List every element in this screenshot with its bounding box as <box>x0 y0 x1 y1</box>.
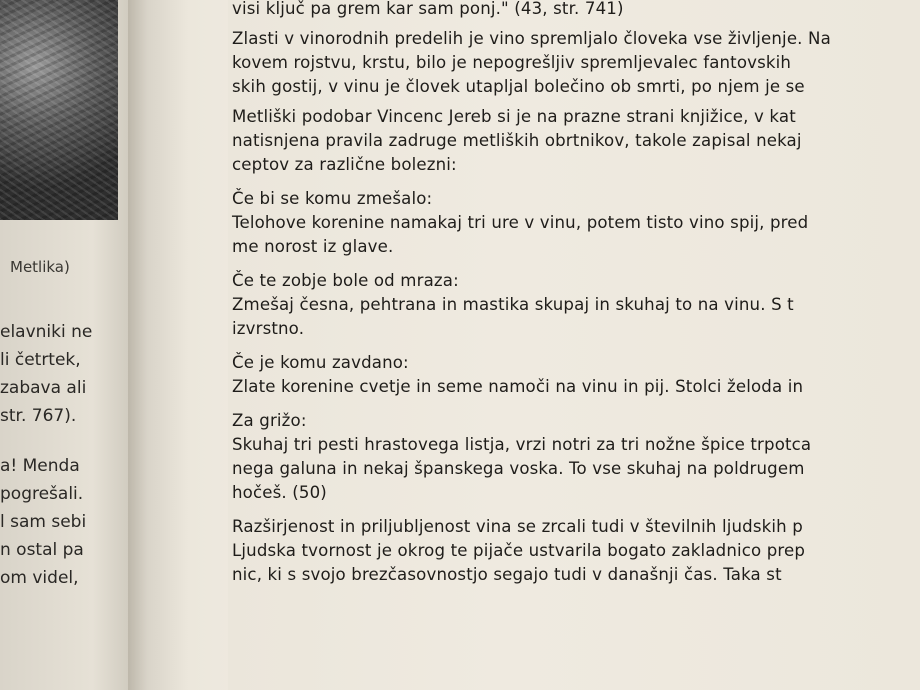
recipe-title: Za grižo: <box>232 411 307 430</box>
left-line: n ostal pa <box>0 540 84 560</box>
text-line: Ljudska tvornost je okrog te pijače ustvarila bogato zakladnico prep <box>232 541 806 560</box>
text-line: nic, ki s svojo brezčasovnostjo segajo tudi v današnji čas. Taka st <box>232 565 782 584</box>
left-page <box>0 0 132 690</box>
paragraph <box>232 0 920 21</box>
book-gutter <box>128 0 238 690</box>
recipe-title: Če te zobje bole od mraza: <box>232 271 459 290</box>
text-line: hočeš. (50) <box>232 483 327 502</box>
left-line: l sam sebi <box>0 512 87 532</box>
text-line: me norost iz glave. <box>232 237 394 256</box>
photo-caption: Metlika) <box>10 258 70 276</box>
left-line: om videl, <box>0 568 79 588</box>
left-line: a! Menda <box>0 456 80 476</box>
left-line: li četrtek, <box>0 350 81 370</box>
left-line: str. 767). <box>0 406 77 426</box>
recipe <box>232 269 920 341</box>
text-line: kovem rojstvu, krstu, bilo je nepogrešljiv spremljevalec fantovskih <box>232 53 792 72</box>
recipe <box>232 187 920 259</box>
text-line: ceptov za različne bolezni: <box>232 155 457 174</box>
text-line: visi ključ pa grem kar sam ponj." (43, str. 741) <box>232 0 624 18</box>
text-line: nega galuna in nekaj španskega voska. To vse skuhaj na poldrugem <box>232 459 805 478</box>
left-line: zabava ali <box>0 378 87 398</box>
photo <box>0 0 118 220</box>
photo-texture <box>0 0 118 220</box>
paragraph <box>232 105 920 177</box>
text-line: Skuhaj tri pesti hrastovega listja, vrzi notri za tri nožne špice trpotca <box>232 435 812 454</box>
text-line: izvrstno. <box>232 319 305 338</box>
left-line: pogrešali. <box>0 484 84 504</box>
right-page-text <box>232 0 920 593</box>
text-line: Telohove korenine namakaj tri ure v vinu, potem tisto vino spij, pred <box>232 213 809 232</box>
left-page-text <box>0 318 132 592</box>
text-line: Zlasti v vinorodnih predelih je vino spremljalo človeka vse življenje. Na <box>232 29 831 48</box>
recipe-title: Če bi se komu zmešalo: <box>232 189 433 208</box>
recipe <box>232 409 920 505</box>
text-line: skih gostij, v vinu je človek utapljal bolečino ob smrti, po njem je se <box>232 77 805 96</box>
text-line: natisnjena pravila zadruge metliških obrtnikov, takole zapisal nekaj <box>232 131 802 150</box>
recipe-title: Če je komu zavdano: <box>232 353 409 372</box>
paragraph <box>232 515 920 587</box>
paragraph <box>232 27 920 99</box>
left-line: elavniki ne <box>0 322 93 342</box>
text-line: Metliški podobar Vincenc Jereb si je na prazne strani knjižice, v kat <box>232 107 796 126</box>
text-line: Zmešaj česna, pehtrana in mastika skupaj in skuhaj to na vinu. S t <box>232 295 794 314</box>
text-line: Razširjenost in priljubljenost vina se zrcali tudi v številnih ljudskih p <box>232 517 803 536</box>
text-line: Zlate korenine cvetje in seme namoči na vinu in pij. Stolci želoda in <box>232 377 804 396</box>
recipe <box>232 351 920 399</box>
